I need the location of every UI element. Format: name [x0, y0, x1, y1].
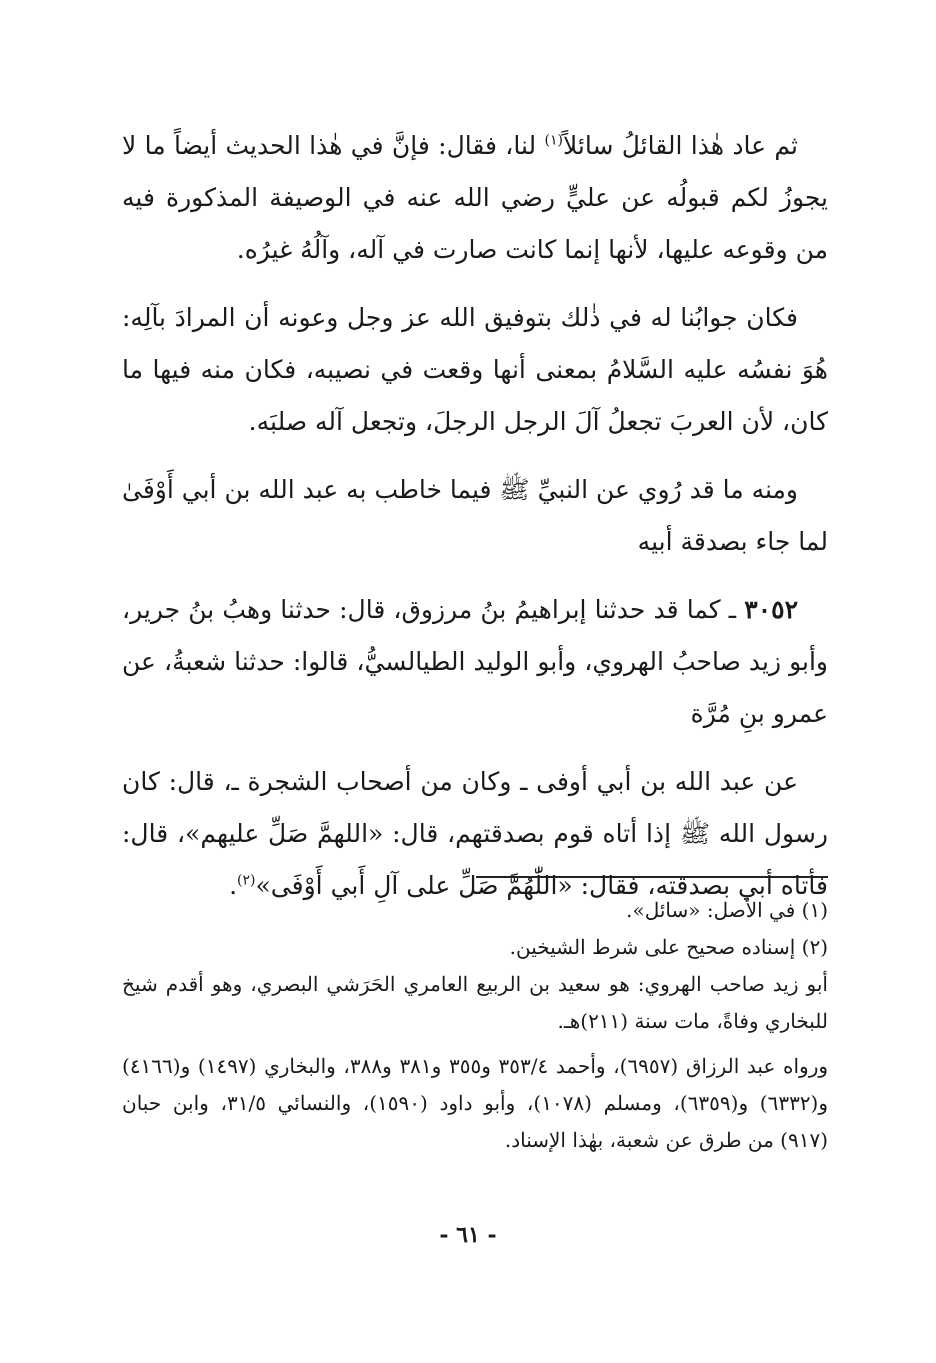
paragraph-hadith-text	[122, 756, 828, 912]
footnote-2-sources-note: ورواه عبد الرزاق (٦٩٥٧)، وأحمد ٣٥٣/٤ و٣٥٥ و٣٨١ و٣٨٨، والبخاري (١٤٩٧) و(٤١٦٦) و(٦٣٣٢) و(٦٣٥٩)، ومسلم (١٠٧٨)، وأبو داود (١٥٩٠)، والنسائي ٣١/٥، وابن حبان (٩١٧) من طرق عن شعبة، بهٰذا الإسناد.	[122, 1054, 829, 1152]
paragraph-text: عن عبد الله بن أبي أوفى ـ وكان من أصحاب الشجرة ـ، قال: كان رسول الله ﷺ إذا أتاه قوم بصدقتهم، قال: «اللهمَّ صَلِّ عليهم»، قال: فأتاه أبي بصدقته، فقال: «اللّٰهُمَّ صَلِّ على آلِ أَبي أَوْفَى»	[122, 767, 828, 900]
paragraph-example: ومنه ما قد رُوي عن النبيِّ ﷺ فيما خاطب به عبد الله بن أبي أَوْفَىٰ لما جاء بصدقة أبيه	[122, 475, 828, 556]
paragraph-question	[122, 120, 828, 276]
footnote-1: (١) في الأصل: «سائل».	[626, 898, 828, 922]
paragraph-hadith-chain	[122, 584, 828, 740]
footnote-reference-1: (١)	[544, 132, 563, 149]
footnote-reference-2: (٢)	[237, 872, 256, 889]
paragraph-answer: فكان جوابُنا له في ذٰلك بتوفيق الله عز وجل وعونه أن المرادَ بآلِه: هُوَ نفسُه عليه السَّلامُ بمعنى أنها وقعت في نصيبه، فكان منه فيها ما كان، لأن العربَ تجعلُ آلَ الرجل الرجلَ، وتجعل آله صلبَه.	[122, 303, 828, 436]
paragraph-text: لنا، فقال: فإنَّ في هٰذا الحديث أيضاً ما لا يجوزُ لكم قبولُه عن عليٍّ رضي الله عنه في الوصيفة المذكورة فيه من وقوعه عليها، لأنها إنما كانت صارت في آله، وآلُهُ غيرُه.	[122, 131, 828, 264]
footnote-2: (٢) إسناده صحيح على شرط الشيخين.	[509, 935, 828, 959]
footnote-separator	[476, 876, 828, 878]
page-number: - ٦١ -	[439, 1222, 497, 1248]
paragraph-text: ثم عاد هٰذا القائلُ سائلاً	[562, 131, 798, 160]
hadith-number: ٣٠٥٢	[744, 595, 798, 624]
main-text	[122, 120, 828, 928]
footnote-2-narrator-note: أبو زيد صاحب الهروي: هو سعيد بن الربيع العامري الحَرَشي البصري، وهو أقدم شيخ للبخاري وفاةً، مات سنة (٢١١)هـ.	[122, 972, 828, 1033]
paragraph-text: .	[229, 871, 238, 900]
footnotes	[122, 892, 828, 1159]
paragraph-text: ـ كما قد حدثنا إبراهيمُ بنُ مرزوق، قال: حدثنا وهبُ بنُ جرير، وأبو زيد صاحبُ الهروي، وأبو الوليد الطيالسيُّ، قالوا: حدثنا شعبةُ، عن عمرو بنِ مُرَّة	[122, 595, 828, 728]
